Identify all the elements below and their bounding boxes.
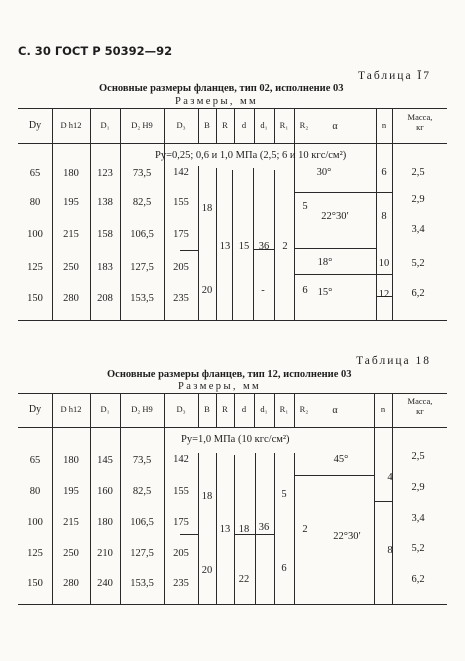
table-cell: 82,5 bbox=[132, 197, 152, 208]
table-cell: 145 bbox=[97, 455, 113, 466]
table-cell: 2,5 bbox=[411, 451, 425, 462]
table-cell: 73,5 bbox=[132, 168, 152, 179]
col-n: n bbox=[380, 404, 386, 414]
table-cell: 2,5 bbox=[411, 167, 425, 178]
table-cell: 18 bbox=[238, 524, 250, 535]
table-cell: - bbox=[261, 285, 265, 296]
table-cell: 180 bbox=[97, 517, 113, 528]
table-cell: 280 bbox=[63, 293, 79, 304]
table-cell: 2 bbox=[282, 241, 288, 252]
table-cell: 73,5 bbox=[132, 455, 152, 466]
table-cell: 150 bbox=[27, 578, 43, 589]
table-cell: 142 bbox=[173, 167, 189, 178]
table-cell: 106,5 bbox=[130, 229, 154, 240]
col-dd1: d₁ bbox=[260, 120, 268, 130]
table-cell: 6 bbox=[281, 563, 287, 574]
table-cell: 138 bbox=[97, 197, 113, 208]
table-cell: 208 bbox=[97, 293, 113, 304]
table-cell: 20 bbox=[201, 565, 213, 576]
table-cell: 12 bbox=[378, 289, 390, 300]
col-dd1: d₁ bbox=[260, 404, 268, 414]
col-d1: D₁ bbox=[100, 404, 110, 414]
col-d2: D₂ H9 bbox=[131, 404, 153, 414]
col-r2: R₂ bbox=[299, 404, 309, 414]
table-cell: 180 bbox=[63, 455, 79, 466]
table-cell: 175 bbox=[173, 517, 189, 528]
table-cell: 125 bbox=[27, 262, 43, 273]
col-mass: Масса, кг bbox=[407, 396, 433, 416]
table-cell: 6,2 bbox=[411, 574, 425, 585]
col-mass: Масса, кг bbox=[407, 112, 433, 132]
col-n: n bbox=[381, 120, 387, 130]
col-d: D h12 bbox=[60, 404, 82, 414]
table-number: Таблица 18 bbox=[356, 355, 431, 367]
table-cell: 36 bbox=[258, 241, 270, 252]
table-cell: 175 bbox=[173, 229, 189, 240]
table-cell: 82,5 bbox=[132, 486, 152, 497]
table-cell: 8 bbox=[387, 545, 393, 556]
table-cell: 205 bbox=[173, 548, 189, 559]
col-b: B bbox=[204, 120, 210, 130]
table-cell: 13 bbox=[219, 241, 231, 252]
table-cell: 3,4 bbox=[411, 224, 425, 235]
table-cell: 150 bbox=[27, 293, 43, 304]
table-cell: 155 bbox=[173, 197, 189, 208]
table-cell: 4 bbox=[387, 472, 393, 483]
table-cell: 2 bbox=[302, 524, 308, 535]
pressure-note: Pу=1,0 МПа (10 кгс/см²) bbox=[181, 434, 290, 445]
table-cell: 22 bbox=[238, 574, 250, 585]
table-title: Основные размеры фланцев, тип 02, исполнение 03 bbox=[99, 83, 344, 94]
col-alpha: α bbox=[332, 405, 338, 416]
pressure-note: Pу=0,25; 0,6 и 1,0 МПа (2,5; 6 и 10 кгс/см²) bbox=[155, 150, 347, 161]
table-cell: 240 bbox=[97, 578, 113, 589]
table-cell: 127,5 bbox=[130, 548, 154, 559]
table-cell: 8 bbox=[381, 211, 387, 222]
table-cell: 5,2 bbox=[411, 543, 425, 554]
table-cell: 125 bbox=[27, 548, 43, 559]
table-cell: 15 bbox=[238, 241, 250, 252]
table-cell: 3,4 bbox=[411, 513, 425, 524]
table-cell: 250 bbox=[63, 262, 79, 273]
table-number: Таблица Ī7 bbox=[357, 70, 431, 82]
table-cell: 106,5 bbox=[130, 517, 154, 528]
table-cell: 18 bbox=[201, 203, 213, 214]
table-cell: 18° bbox=[317, 257, 333, 268]
table-cell: 205 bbox=[173, 262, 189, 273]
table-cell: 2,9 bbox=[411, 194, 425, 205]
table-cell: 100 bbox=[27, 517, 43, 528]
table-cell: 22°30′ bbox=[333, 531, 361, 542]
table-cell: 235 bbox=[173, 578, 189, 589]
table-cell: 6,2 bbox=[411, 288, 425, 299]
table-title: Основные размеры фланцев, тип 12, исполнение 03 bbox=[107, 369, 352, 380]
table-cell: 80 bbox=[29, 197, 41, 208]
table-cell: 123 bbox=[97, 168, 113, 179]
table-cell: 65 bbox=[29, 455, 41, 466]
col-dd: d bbox=[241, 120, 247, 130]
table-cell: 22°30′ bbox=[321, 211, 349, 222]
table-cell: 15° bbox=[317, 287, 333, 298]
col-dd: d bbox=[241, 404, 247, 414]
col-r: R bbox=[222, 120, 228, 130]
dimensions-table-1 bbox=[18, 108, 447, 320]
table-cell: 183 bbox=[97, 262, 113, 273]
col-alpha: α bbox=[332, 121, 338, 132]
table-cell: 180 bbox=[63, 168, 79, 179]
col-d: D h12 bbox=[60, 120, 82, 130]
col-d2: D₂ H9 bbox=[131, 120, 153, 130]
table-cell: 5 bbox=[281, 489, 287, 500]
table-cell: 210 bbox=[97, 548, 113, 559]
table-cell: 6 bbox=[302, 285, 308, 296]
table-cell: 13 bbox=[219, 524, 231, 535]
col-dy: Dу bbox=[28, 120, 42, 131]
table-cell: 250 bbox=[63, 548, 79, 559]
table-cell: 30° bbox=[316, 167, 332, 178]
table-cell: 6 bbox=[381, 167, 387, 178]
table-cell: 36 bbox=[258, 522, 270, 533]
table-cell: 20 bbox=[201, 285, 213, 296]
table-cell: 80 bbox=[29, 486, 41, 497]
page-header: С. 30 ГОСТ Р 50392—92 bbox=[18, 44, 173, 58]
table-cell: 215 bbox=[63, 229, 79, 240]
col-r1: R₁ bbox=[279, 404, 289, 414]
table-subtitle: Размеры, мм bbox=[178, 381, 262, 392]
table-cell: 65 bbox=[29, 168, 41, 179]
col-d3: D₃ bbox=[176, 404, 186, 414]
table-cell: 195 bbox=[63, 486, 79, 497]
table-cell: 153,5 bbox=[130, 578, 154, 589]
table-cell: 5 bbox=[302, 201, 308, 212]
table-cell: 215 bbox=[63, 517, 79, 528]
table-cell: 142 bbox=[173, 454, 189, 465]
table-cell: 235 bbox=[173, 293, 189, 304]
table-cell: 18 bbox=[201, 491, 213, 502]
table-cell: 155 bbox=[173, 486, 189, 497]
table-cell: 127,5 bbox=[130, 262, 154, 273]
table-cell: 10 bbox=[378, 258, 390, 269]
table-cell: 158 bbox=[97, 229, 113, 240]
table-cell: 160 bbox=[97, 486, 113, 497]
table-cell: 5,2 bbox=[411, 258, 425, 269]
table-cell: 45° bbox=[333, 454, 349, 465]
col-d1: D₁ bbox=[100, 120, 110, 130]
col-r1: R₁ bbox=[279, 120, 289, 130]
table-cell: 2,9 bbox=[411, 482, 425, 493]
col-r: R bbox=[222, 404, 228, 414]
col-r2: R₂ bbox=[299, 120, 309, 130]
dimensions-table-2 bbox=[18, 393, 447, 604]
table-cell: 100 bbox=[27, 229, 43, 240]
table-cell: 195 bbox=[63, 197, 79, 208]
col-dy: Dу bbox=[28, 404, 42, 415]
table-cell: 280 bbox=[63, 578, 79, 589]
col-d3: D₃ bbox=[176, 120, 186, 130]
table-cell: 153,5 bbox=[130, 293, 154, 304]
table-subtitle: Размеры, мм bbox=[175, 96, 259, 107]
col-b: B bbox=[204, 404, 210, 414]
